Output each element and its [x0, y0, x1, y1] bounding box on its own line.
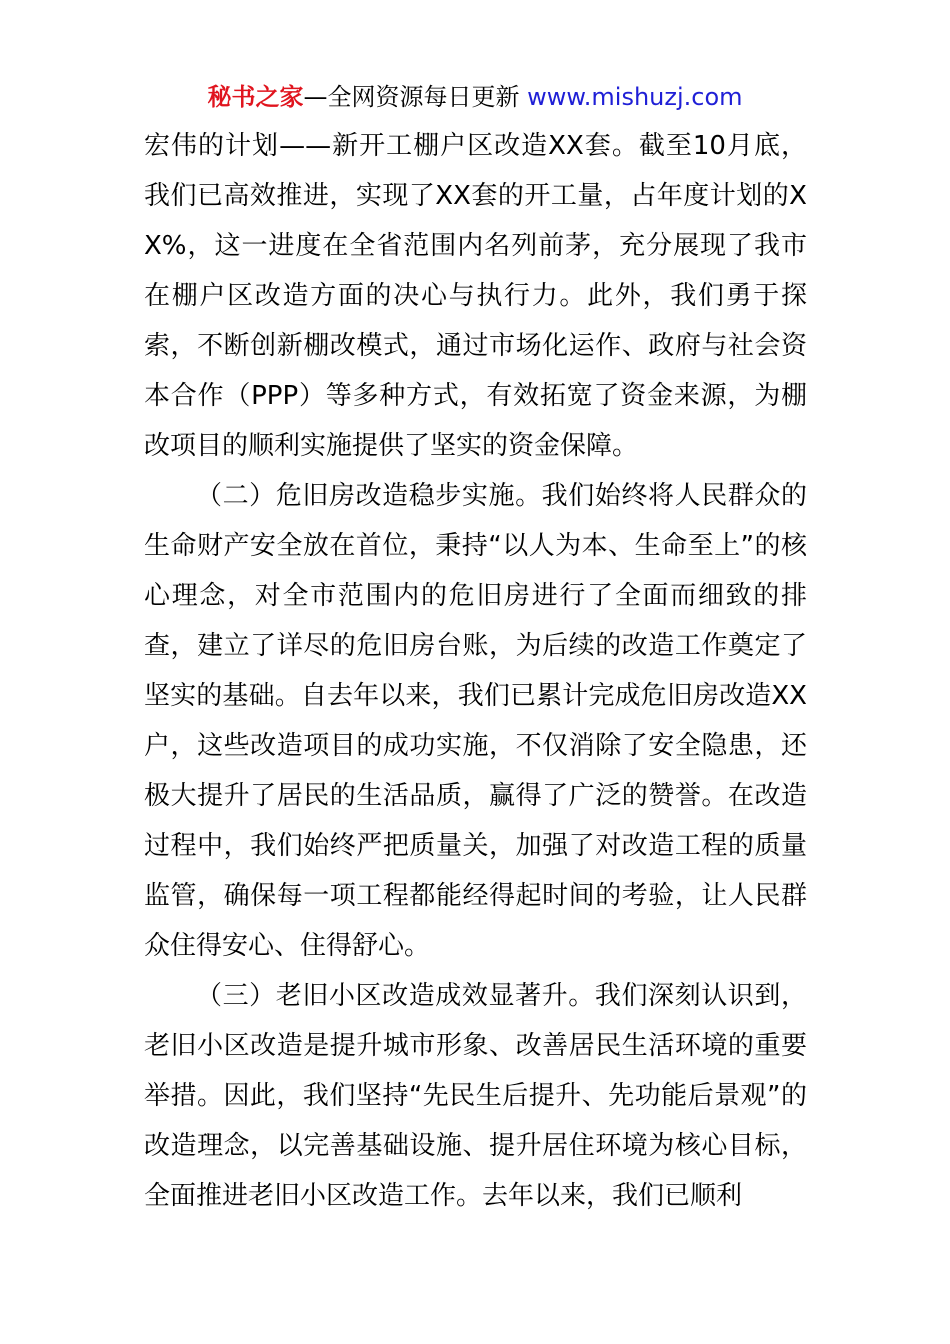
site-url-link[interactable]: www.mishuzj.com [527, 83, 743, 111]
document-body [144, 121, 807, 1221]
brand-name: 秘书之家 [207, 83, 304, 111]
paragraph-section-3: （三）老旧小区改造成效显著升。我们深刻认识到，老旧小区改造是提升城市形象、改善居民生活环境的重要举措。因此，我们坚持“先民生后提升、先功能后景观”的改造理念，以完善基础设施、提升居住环境为核心目标，全面推进老旧小区改造工作。去年以来，我们已顺利 [144, 981, 807, 1211]
header-tagline: —全网资源每日更新 [303, 83, 520, 111]
paragraph-section-2: （二）危旧房改造稳步实施。我们始终将人民群众的生命财产安全放在首位，秉持“以人为本、生命至上”的核心理念，对全市范围内的危旧房进行了全面而细致的排查，建立了详尽的危旧房台账，为后续的改造工作奠定了坚实的基础。自去年以来，我们已累计完成危旧房改造XX户，这些改造项目的成功实施，不仅消除了安全隐患，还极大提升了居民的生活品质，赢得了广泛的赞誉。在改造过程中，我们始终严把质量关，加强了对改造工程的质量监管，确保每一项工程都能经得起时间的考验，让人民群众住得安心、住得舒心。 [144, 481, 807, 961]
paragraph-continuation: 宏伟的计划——新开工棚户区改造XX套。截至10月底，我们已高效推进，实现了XX套的开工量，占年度计划的XX%，这一进度在全省范围内名列前茅，充分展现了我市在棚户区改造方面的决心与执行力。此外，我们勇于探索，不断创新棚改模式，通过市场化运作、政府与社会资本合作（PPP）等多种方式，有效拓宽了资金来源，为棚改项目的顺利实施提供了坚实的资金保障。 [144, 131, 807, 461]
page-header [0, 82, 950, 112]
